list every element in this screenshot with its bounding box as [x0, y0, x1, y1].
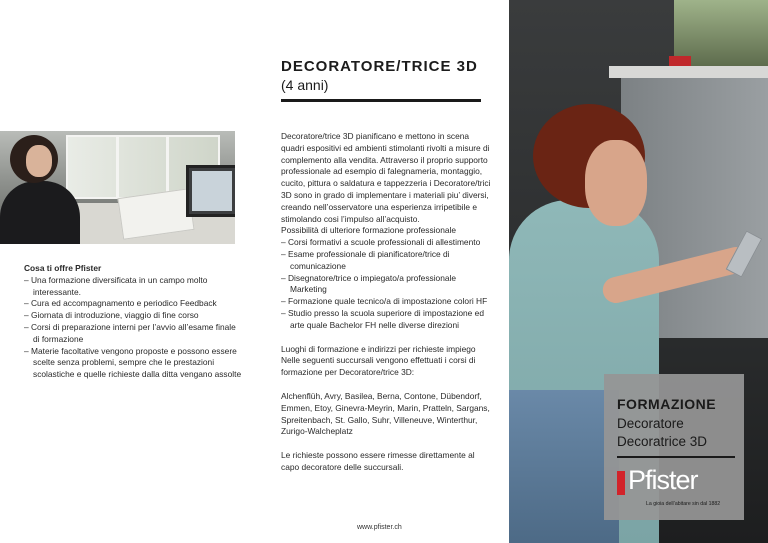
offer-item: – Materie facoltative vengono proposte e possono essere scelte senza problemi, sempre che le prestazioni scolastiche e quelle richieste dalla ditta vengano assolte: [24, 345, 242, 380]
person-figure: [0, 181, 80, 244]
offer-item: – Cura ed accompagnamento e periodico Feedback: [24, 298, 217, 309]
logo-tagline: La gioia dell’abitare sin dal 1882: [646, 501, 721, 507]
website-link[interactable]: www.pfister.ch: [357, 524, 402, 531]
further-training-item: – Esame professionale di pianificatore/trice di comunicazione: [281, 248, 450, 271]
computer-monitor: [186, 165, 235, 217]
closing-paragraph: Le richieste possono essere rimesse direttamente al capo decoratore delle succursali.: [281, 450, 475, 472]
further-training-item: – Corsi formativi a scuole professionali di allestimento: [281, 237, 481, 248]
further-training-item: – Disegnatore/trice o impiegato/a professionale Marketing: [281, 272, 457, 295]
further-training-item: – Formazione quale tecnico/a di impostazione colori HF: [281, 296, 488, 307]
formation-badge: [604, 374, 744, 520]
intro-paragraph: Decoratore/trice 3D pianificano e mettono in scena quadri espositivi ed ambienti stimolanti rivolti a misure di complemento alla vendita. Attraverso il proprio supporto professionale ad esempio di falegnameria, montaggio, cucito, pittura o saldatura e tappezzeria i Decoratore/trici 3D sono in grado di implementare i materiali piu’ diversi, creando nell’osservatore una esperienza irripetibile e stimolando cosi l’impulso all’acquisto.: [281, 131, 491, 224]
badge-job-title-female: Decoratrice 3D: [617, 434, 708, 449]
title-divider: [281, 99, 481, 102]
shelf: [609, 66, 768, 78]
further-training-item: – Studio presso la scuola superiore di impostazione ed arte quale Bachelor FH nelle diverse direzioni: [281, 307, 484, 330]
person-face: [26, 145, 52, 177]
further-training-title: Possibilità di ulteriore formazione professionale: [281, 225, 457, 236]
badge-job-title: Decoratore: [617, 416, 684, 431]
red-object: [669, 56, 691, 66]
badge-divider: [617, 456, 735, 458]
page-title: DECORATORE/TRICE 3D: [281, 58, 478, 75]
locations-title: Luoghi di formazione e indirizzi per richieste impiego: [281, 343, 476, 354]
offer-section: [24, 263, 244, 381]
locations-intro: Nelle seguenti succursali vengono effettuati i corsi di formazione per Decoratore/trice 3D:: [281, 355, 476, 378]
locations-list: Alchenflüh, Avry, Basilea, Berna, Contone, Dübendorf, Emmen, Etoy, Ginevra-Meyrin, Marin, Pratteln, Sargans, Spreitenbach, St. Gallo, Suhr, Villeneuve, Winterthur, Zurigo-Walcheplatz: [281, 390, 490, 437]
offer-item: – Giornata di introduzione, viaggio di fine corso: [24, 310, 199, 321]
offer-item: – Corsi di preparazione interni per l’avvio all’esame finale di formazione: [24, 321, 236, 344]
page-subtitle: (4 anni): [281, 77, 329, 93]
office-photo: [0, 131, 235, 244]
description-column: [281, 131, 493, 474]
logo-red-square-icon: [617, 471, 625, 495]
decorator-face: [585, 140, 647, 226]
badge-title: FORMAZIONE: [617, 396, 717, 412]
offer-item: – Una formazione diversificata in un campo molto interessante.: [24, 274, 208, 297]
decorator-jeans: [509, 390, 619, 543]
offer-title: Cosa ti offre Pfister: [24, 263, 102, 273]
logo-wordmark: Pfister: [628, 465, 698, 495]
